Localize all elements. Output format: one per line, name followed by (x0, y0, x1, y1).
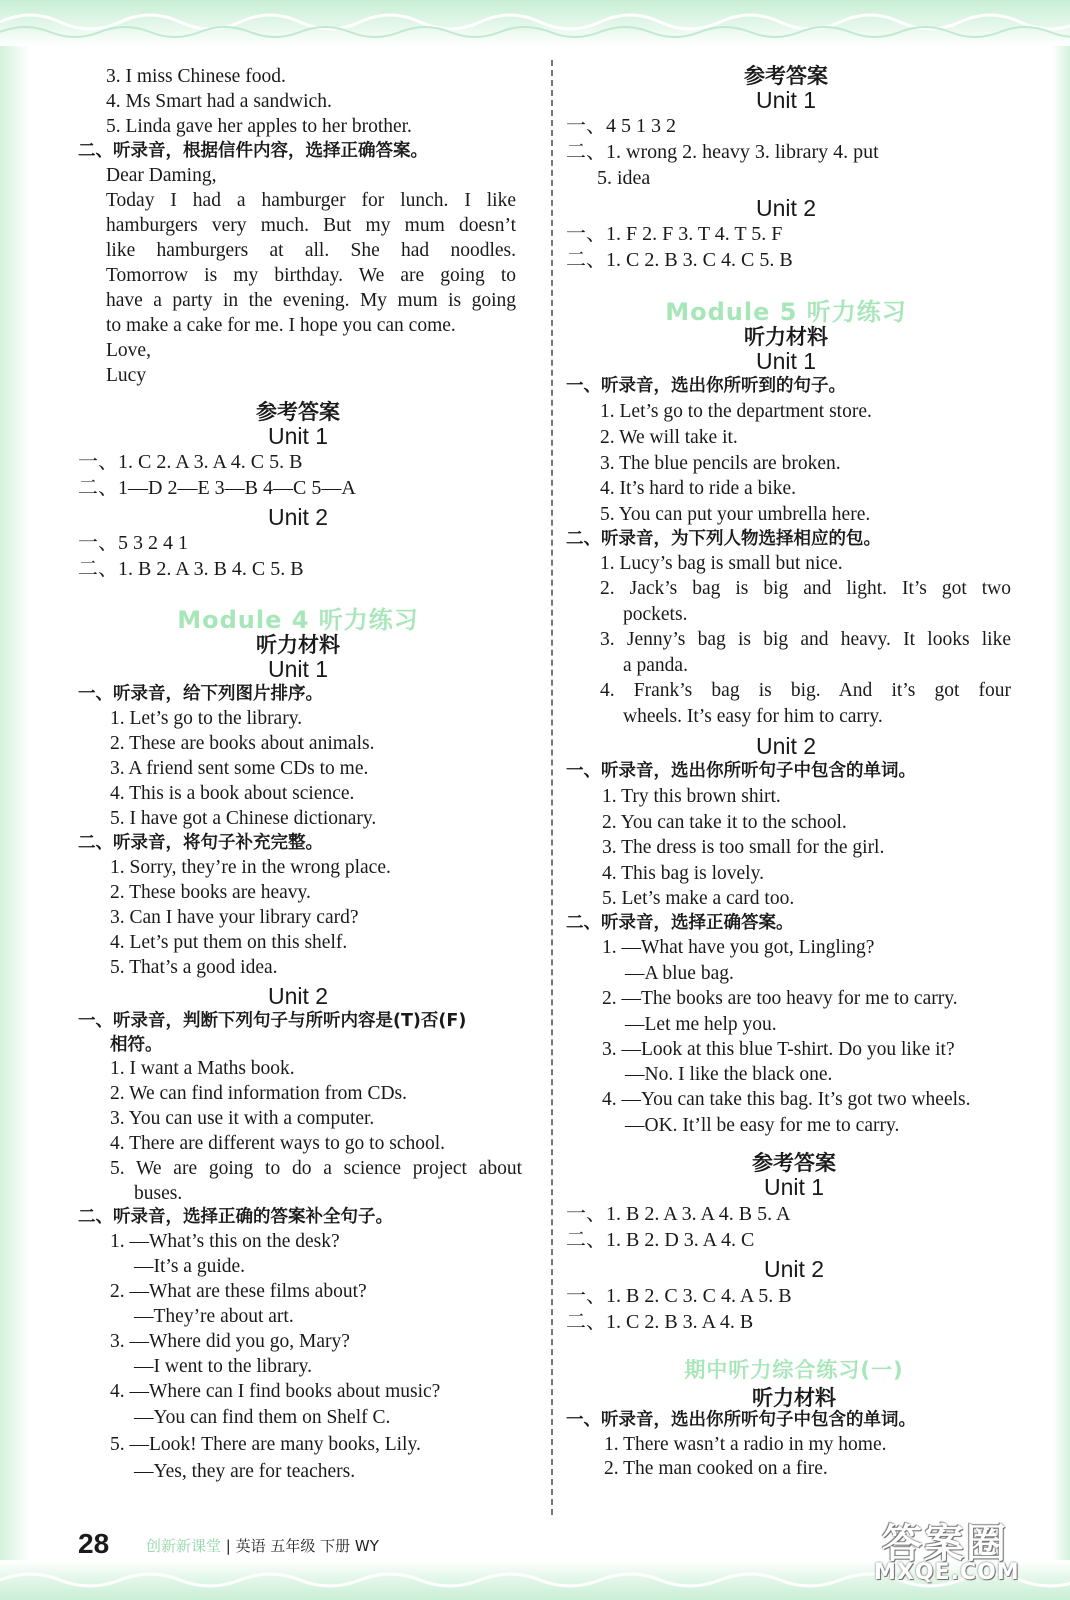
listening-material-title: 听力材料 (256, 633, 340, 657)
unit-title: Unit 2 (267, 504, 329, 530)
dialogue-line: —They’re about art. (134, 1306, 294, 1327)
list-item: 3. The dress is too small for the girl. (602, 837, 885, 858)
unit-title: Unit 1 (267, 423, 329, 449)
section-heading: 一、听录音，判断下列句子与所听内容是(T)否(F) (78, 1011, 467, 1031)
page-border-top (0, 0, 1070, 46)
section-heading: 二、听录音，为下列人物选择相应的包。 (566, 529, 881, 549)
section-heading: 一、听录音，给下列图片排序。 (78, 684, 323, 704)
answer-line: 一、1. C 2. A 3. A 4. C 5. B (78, 451, 303, 473)
list-item: 1. Sorry, they’re in the wrong place. (110, 857, 391, 878)
dialogue-line: 3. —Where did you go, Mary? (110, 1331, 350, 1352)
column-divider (551, 60, 553, 1515)
letter-closing: Love, (106, 340, 151, 361)
list-item: 1. Lucy’s bag is small but nice. (600, 553, 843, 574)
wave-decoration-top (0, 0, 1070, 46)
list-item: 2. These books are heavy. (110, 882, 311, 903)
module-heading: Module 4 听力练习 (177, 606, 419, 634)
answer-line: 二、1—D 2—E 3—B 4—C 5—A (78, 477, 356, 499)
dialogue-line: —You can find them on Shelf C. (134, 1407, 391, 1428)
list-item: 3. Jenny’s bag is big and heavy. It looks like (600, 629, 1011, 650)
dialogue-line: 3. —Look at this blue T-shirt. Do you like it? (602, 1039, 955, 1060)
section-heading: 一、听录音，选出你所听句子中包含的单词。 (566, 761, 916, 781)
answer-key-title: 参考答案 (744, 64, 828, 88)
letter-line: have a party in the evening. My mum is going (106, 290, 516, 311)
unit-title: Unit 2 (267, 983, 329, 1009)
list-item: 3. A friend sent some CDs to me. (110, 758, 369, 779)
list-item: 3. The blue pencils are broken. (600, 453, 841, 474)
list-item: 1. There wasn’t a radio in my home. (604, 1434, 887, 1455)
section-heading: 二、听录音，将句子补充完整。 (78, 833, 323, 853)
section-heading-cont: 相符。 (110, 1035, 163, 1055)
list-item-cont: wheels. It’s easy for him to carry. (623, 706, 883, 727)
watermark-text: 答案圈 (882, 1521, 1008, 1567)
list-item: 4. It’s hard to ride a bike. (600, 478, 797, 499)
dialogue-line: 2. —What are these films about? (110, 1281, 367, 1302)
answer-line: 二、1. C 2. B 3. C 4. C 5. B (566, 249, 793, 271)
list-item: 4. There are different ways to go to school. (110, 1133, 446, 1154)
dialogue-line: 4. —You can take this bag. It’s got two wheels. (602, 1089, 971, 1110)
answer-line: 二、1. B 2. A 3. B 4. C 5. B (78, 558, 304, 580)
dialogue-line: —I went to the library. (134, 1356, 312, 1377)
list-item: 5. You can put your umbrella here. (600, 504, 871, 525)
footer-info (146, 1535, 379, 1556)
answer-line: 二、1. wrong 2. heavy 3. library 4. put (566, 141, 879, 163)
unit-title: Unit 2 (755, 195, 817, 221)
list-item: 5. I have got a Chinese dictionary. (110, 808, 377, 829)
list-item: 3. Can I have your library card? (110, 907, 359, 928)
unit-title: Unit 2 (755, 733, 817, 759)
dialogue-line: —It’s a guide. (134, 1256, 246, 1277)
section-heading: 二、听录音，根据信件内容，选择正确答案。 (78, 141, 428, 161)
unit-title: Unit 1 (755, 87, 817, 113)
list-item: 1. Let’s go to the library. (110, 708, 303, 729)
unit-title: Unit 1 (763, 1174, 825, 1200)
list-item: 4. Let’s put them on this shelf. (110, 932, 348, 953)
watermark (872, 1512, 1047, 1592)
letter-line: Tomorrow is my birthday. We are going to (106, 265, 516, 286)
unit-title: Unit 1 (755, 348, 817, 374)
letter-line: to make a cake for me. I hope you can come. (106, 315, 456, 336)
list-item: 4. Frank’s bag is big. And it’s got four (600, 680, 1011, 701)
answer-line: 二、1. C 2. B 3. A 4. B (566, 1311, 754, 1333)
dialogue-line: —No. I like the black one. (625, 1064, 833, 1085)
dialogue-line: 1. —What have you got, Lingling? (602, 937, 875, 958)
list-item: 5. That’s a good idea. (110, 957, 278, 978)
list-item: 4. Ms Smart had a sandwich. (106, 91, 332, 112)
list-item: 3. You can use it with a computer. (110, 1108, 375, 1129)
dialogue-line: —Yes, they are for teachers. (134, 1461, 356, 1482)
answer-line: 二、1. B 2. D 3. A 4. C (566, 1229, 755, 1251)
list-item: 2. The man cooked on a fire. (604, 1458, 828, 1479)
section-heading: 一、听录音，选出你所听句子中包含的单词。 (566, 1410, 916, 1430)
listening-material-title: 听力材料 (744, 325, 828, 349)
letter-signature: Lucy (106, 365, 147, 386)
list-item: 1. Let’s go to the department store. (600, 401, 872, 422)
list-item: 5. Let’s make a card too. (602, 888, 795, 909)
page-number: 28 (78, 1528, 110, 1559)
answer-line: 5. idea (597, 167, 651, 189)
listening-material-title: 听力材料 (752, 1386, 836, 1410)
watermark-url: MXQE.COM (874, 1560, 1020, 1585)
list-item: 3. I miss Chinese food. (106, 66, 286, 87)
dialogue-line: —A blue bag. (625, 963, 734, 984)
section-heading: 一、听录音，选出你所听到的句子。 (566, 376, 846, 396)
list-item-cont: pockets. (623, 604, 688, 625)
letter-line: hamburgers very much. But my mum doesn’t (106, 215, 516, 236)
dialogue-line: —OK. It’ll be easy for me to carry. (625, 1115, 900, 1136)
dialogue-line: 4. —Where can I find books about music? (110, 1381, 441, 1402)
list-item: 2. You can take it to the school. (602, 812, 847, 833)
answer-key-title: 参考答案 (256, 400, 340, 424)
list-item: 4. This is a book about science. (110, 783, 355, 804)
list-item: 2. We can find information from CDs. (110, 1083, 408, 1104)
letter-line: Today I had a hamburger for lunch. I like (106, 190, 516, 211)
letter-greeting: Dear Daming, (106, 165, 217, 186)
page-border-left (0, 0, 30, 1600)
unit-title: Unit 2 (763, 1256, 825, 1282)
dialogue-line: 5. —Look! There are many books, Lily. (110, 1434, 421, 1455)
list-item: 1. I want a Maths book. (110, 1058, 295, 1079)
dialogue-line: 2. —The books are too heavy for me to carry. (602, 988, 958, 1009)
book-info: | 英语 五年级 下册 WY (225, 1537, 379, 1555)
section-heading: 二、听录音，选择正确答案。 (566, 913, 794, 933)
midterm-heading: 期中听力综合练习(一) (684, 1358, 904, 1382)
unit-title: Unit 1 (267, 656, 329, 682)
page-border-right (1052, 0, 1070, 1600)
answer-key-title: 参考答案 (752, 1151, 836, 1175)
list-item: 2. Jack’s bag is big and light. It’s got two (600, 578, 1011, 599)
answer-line: 一、4 5 1 3 2 (566, 115, 676, 137)
answer-line: 一、1. B 2. A 3. A 4. B 5. A (566, 1203, 791, 1225)
list-item: 2. These are books about animals. (110, 733, 375, 754)
dialogue-line: 1. —What’s this on the desk? (110, 1231, 340, 1252)
list-item: 5. Linda gave her apples to her brother. (106, 116, 412, 137)
answer-line: 一、1. F 2. F 3. T 4. T 5. F (566, 223, 783, 245)
list-item: 1. Try this brown shirt. (602, 786, 781, 807)
list-item-cont: a panda. (623, 655, 688, 676)
list-item: 5. We are going to do a science project about (110, 1158, 522, 1179)
answer-line: 一、1. B 2. C 3. C 4. A 5. B (566, 1285, 792, 1307)
list-item-cont: buses. (134, 1183, 183, 1204)
list-item: 4. This bag is lovely. (602, 863, 764, 884)
letter-line: like hamburgers at all. She had noodles. (106, 240, 516, 261)
answer-line: 一、5 3 2 4 1 (78, 532, 188, 554)
list-item: 2. We will take it. (600, 427, 738, 448)
dialogue-line: —Let me help you. (625, 1014, 777, 1035)
brand-name: 创新新课堂 (146, 1537, 222, 1555)
module-heading: Module 5 听力练习 (665, 298, 907, 326)
section-heading: 二、听录音，选择正确的答案补全句子。 (78, 1207, 393, 1227)
